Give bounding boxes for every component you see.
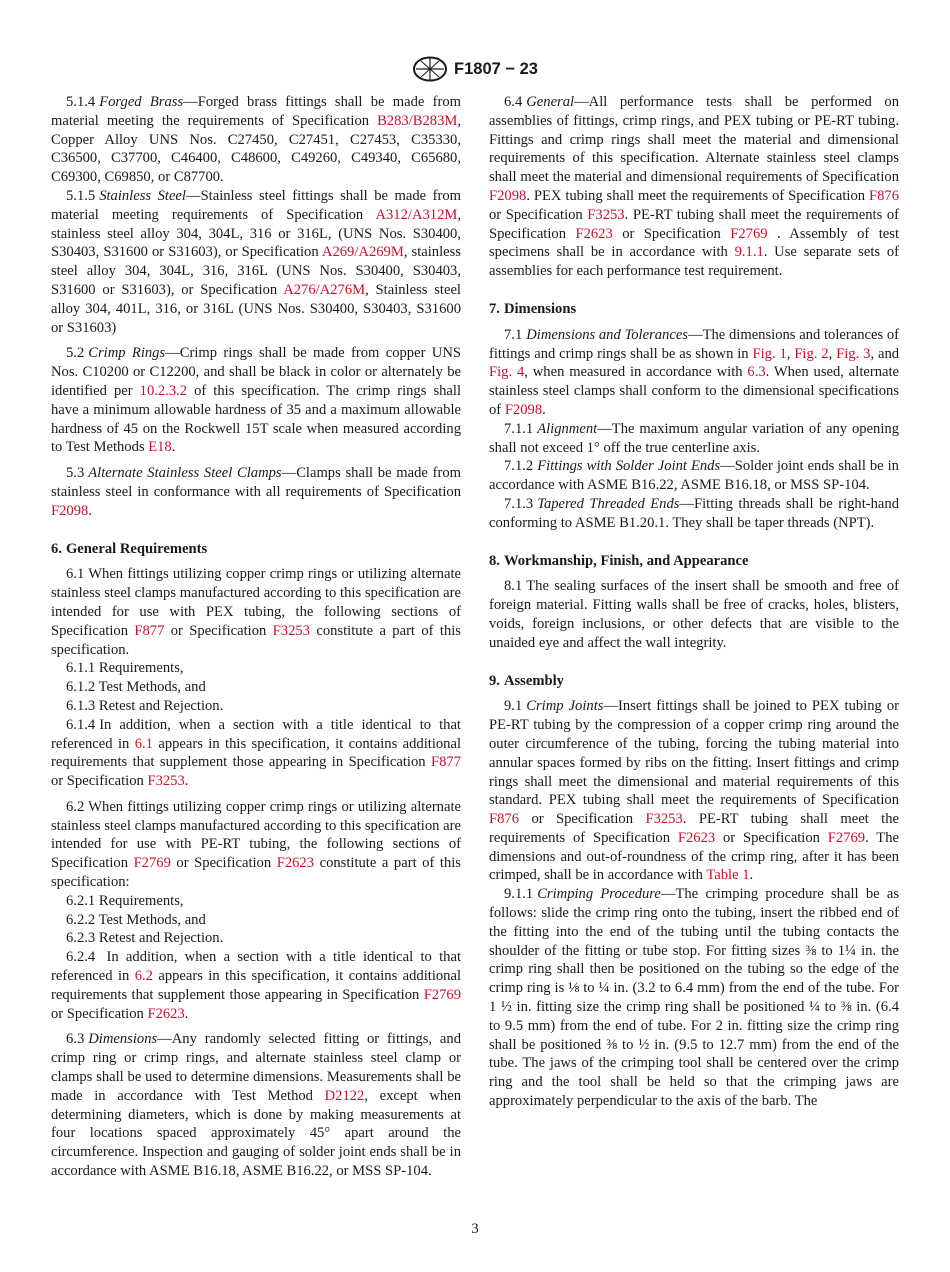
ref-link[interactable]: E18 — [148, 439, 172, 456]
ref-link[interactable]: 10.2.3.2 — [139, 382, 188, 399]
page-header — [0, 56, 950, 82]
ref-link[interactable]: D2122 — [324, 1087, 365, 1104]
ref-link[interactable]: Fig. 3 — [836, 345, 871, 362]
ref-link[interactable]: 6.2 — [134, 968, 153, 985]
paragraph-6-2-2: 6.2.2 Test Methods, and — [66, 911, 206, 928]
ref-link[interactable]: A312/A312M — [375, 206, 458, 223]
paragraph-5-1-5: 5.1.5 Stainless Steel—Stainless steel fittings shall be made from material meeting requirements of Specification A312/A312M, stainless steel alloy 304, 304L, 316 or 316L, (UNS Nos. S30400, S30403, S31600 or S31603), or Specification A269/A269M, stainless steel alloy 304, 304L, 316, 316L (UNS Nos. S30400, S30403, S31600 or S31603), or Specification A276/A276M, Stainless steel alloy 304, 401L, 316, or 316L (UNS Nos. S30400, S30403, S31600 or S31603) — [51, 187, 461, 336]
paragraph-6-1: 6.1 When fittings utilizing copper crimp rings or utilizing alternate stainless steel clamps manufactured according to this specification are intended for use with PEX tubing, the following sections of Specification F877 or Specification F3253 constitute a part of this specification. — [51, 566, 461, 658]
left-column — [51, 93, 461, 1181]
ref-link[interactable]: 6.1 — [134, 735, 153, 752]
paragraph-6-3: 6.3 Dimensions—Any randomly selected fitting or fittings, and crimp ring or crimp rings, and alternate stainless steel clamp or clamps shall be used to determine dimensions. Measurements shall be made in accordance with Test Method D2122, except when determining diameters, which is done by making measurements at four locations spaced approximately 45° apart around the circumference. Inspection and gauging of solder joint ends shall be in accordance with ASME B16.18, ASME B16.22, or MSS SP-104. — [51, 1031, 461, 1180]
paragraph-6-1-4: 6.1.4 In addition, when a section with a title identical to that referenced in 6.1 appears in this specification, it contains additional requirements that supplement those appearing in Specification F877 or Specification F3253. — [51, 716, 461, 790]
ref-link[interactable]: 6.3 — [747, 364, 766, 381]
ref-link[interactable]: Fig. 4 — [489, 364, 525, 381]
ref-link[interactable]: F2098 — [51, 502, 89, 519]
ref-link[interactable]: F2098 — [489, 187, 527, 204]
ref-link[interactable]: 9.1.1 — [734, 244, 764, 261]
paragraph-6-4: 6.4 General—All performance tests shall be performed on assemblies of fittings, crimp rings, and PEX tubing or PE-RT tubing. Fittings and crimp rings shall meet the material and dimensional requirements of this specification. Alternate stainless steel clamps shall meet the material and dimensional requirements of Specification F2098. PEX tubing shall meet the requirements of Specification F876 or Specification F3253. PE-RT tubing shall meet the requirements of Specification F2623 or Specification F2769 . Assembly of test specimens shall be in accordance with 9.1.1. Use separate sets of assemblies for each performance test requirement. — [489, 94, 900, 280]
section-heading-9: 9. Assembly — [489, 672, 564, 689]
section-heading-8: 8. Workmanship, Finish, and Appearance — [489, 552, 749, 569]
section-heading-6: 6. General Requirements — [51, 540, 208, 557]
ref-link[interactable]: Fig. 1 — [752, 345, 787, 362]
paragraph-6-2-1: 6.2.1 Requirements, — [66, 892, 184, 909]
ref-link[interactable]: F3253 — [147, 773, 185, 790]
ref-link[interactable]: F2623 — [677, 829, 716, 846]
ref-link[interactable]: F3253 — [272, 622, 310, 639]
paragraph-9-1: 9.1 Crimp Joints—Insert fittings shall be joined to PEX tubing or PE-RT tubing by the compression of a copper crimp ring around the outer circumference of the tubing, forcing the tubing material into annular spaces formed by ribs on the fitting. Insert fittings and crimp rings shall meet the dimensional and material requirements of this standard. PEX tubing shall meet the requirements of Specification F876 or Specification F3253. PE-RT tubing shall meet the requirements of Specification F2623 or Specification F2769. The dimensions and out-of-roundness of the crimp ring, after it has been crimped, shall be in accordance with Table 1. — [489, 698, 899, 884]
page-number: 3 — [471, 1221, 479, 1237]
paragraph-9-1-1: 9.1.1 Crimping Procedure—The crimping procedure shall be as follows: slide the crimp ring onto the tubing, insert the ribbed end of the fitting into the end of the tubing until the tubing contacts the shoulder of the fitting or tube stop. For fitting sizes ⅜ to 1¼ in. the crimp ring shall then be positioned on the tubing so the edge of the crimp ring is ⅛ to ¼ in. (3.2 to 6.4 mm) from the end of the tube. For 1 ½ in. fitting size the crimp ring shall be positioned ¼ to ⅜ in. (6.4 to 9.5 mm) from the end of tube. For 2 in. fitting size the crimp ring shall be positioned ⅜ to ½ in. (9.5 to 12.7 mm) from the end of the tube. The jaws of the crimping tool shall be centered over the crimp ring and the tool shall be held so that the crimping jaws are approximately perpendicular to the axis of the barb. The — [489, 886, 900, 1110]
ref-link[interactable]: F3253 — [587, 206, 625, 223]
astm-logo-icon — [412, 56, 448, 82]
paragraph-7-1-2: 7.1.2 Fittings with Solder Joint Ends—Solder joint ends shall be in accordance with ASME B16.22, ASME B16.18, or MSS SP-104. — [489, 458, 899, 494]
section-heading-7: 7. Dimensions — [489, 300, 577, 317]
paragraph-6-2-3: 6.2.3 Retest and Rejection. — [66, 930, 224, 947]
paragraph-6-2: 6.2 When fittings utilizing copper crimp rings or utilizing alternate stainless steel clamps manufactured according to this specification are intended for use with PE-RT tubing, the following sections of Specification F2769 or Specification F2623 constitute a part of this specification: — [51, 798, 461, 891]
ref-link[interactable]: F877 — [430, 754, 461, 771]
paragraph-6-1-3: 6.1.3 Retest and Rejection. — [66, 697, 224, 714]
ref-link[interactable]: F2623 — [575, 225, 613, 242]
ref-link[interactable]: F2769 — [423, 986, 461, 1003]
ref-link[interactable]: F2769 — [730, 225, 768, 242]
right-column — [489, 93, 899, 1111]
paragraph-6-2-4: 6.2.4 In addition, when a section with a title identical to that referenced in 6.2 appears in this specification, it contains additional requirements that supplement those appearing in Specification F2769 or Specification F2623. — [51, 949, 461, 1022]
ref-link[interactable]: F2623 — [147, 1005, 185, 1022]
ref-link[interactable]: F877 — [134, 622, 165, 639]
ref-link[interactable]: F2098 — [504, 401, 543, 418]
paragraph-5-2: 5.2 Crimp Rings—Crimp rings shall be made from copper UNS Nos. C10200 or C12200, and shall be black in color or alternately be identified per 10.2.3.2 of this specification. The crimp rings shall have a minimum allowable hardness of 35 and a maximum allowable hardness of 45 on the Rockwell 15T scale when measured according to Test Methods E18. — [51, 345, 462, 456]
paragraph-6-1-1: 6.1.1 Requirements, — [66, 660, 184, 677]
ref-link[interactable]: F2769 — [827, 829, 866, 846]
ref-link[interactable]: F3253 — [645, 811, 683, 828]
paragraph-7-1-1: 7.1.1 Alignment—The maximum angular variation of any opening shall not exceed 1° off the true centerline axis. — [489, 420, 899, 456]
paragraph-7-1-3: 7.1.3 Tapered Threaded Ends—Fitting threads shall be right-hand conforming to ASME B1.20.1. They shall be taper threads (NPT). — [489, 495, 899, 531]
paragraph-5-1-4: 5.1.4 Forged Brass—Forged brass fittings shall be made from material meeting the requirements of Specification B283/B283M, Copper Alloy UNS Nos. C27450, C27451, C27453, C35330, C36500, C37700, C46400, C48600, C49260, C49340, C65680, C69300, C69850, or C87700. — [51, 94, 461, 186]
document-designation: F1807 − 23 — [454, 59, 538, 78]
paragraph-6-1-2: 6.1.2 Test Methods, and — [66, 679, 206, 696]
ref-link[interactable]: A269/A269M — [321, 244, 404, 261]
ref-link[interactable]: F2623 — [276, 855, 315, 872]
paragraph-8-1: 8.1 The sealing surfaces of the insert shall be smooth and free of foreign material. Fitting walls shall be free of cracks, holes, blisters, voids, foreign inclusions, or other defects that are visible to the unaided eye and affect the wall integrity. — [489, 578, 899, 651]
ref-link[interactable]: Table 1 — [706, 867, 750, 884]
paragraph-5-3: 5.3 Alternate Stainless Steel Clamps—Clamps shall be made from stainless steel in conformance with all requirements of Specification F2098. — [51, 465, 461, 519]
ref-link[interactable]: Fig. 2 — [794, 345, 829, 362]
paragraph-7-1: 7.1 Dimensions and Tolerances—The dimensions and tolerances of fittings and crimp rings shall be as shown in Fig. 1, Fig. 2, Fig. 3, and Fig. 4, when measured in accordance with 6.3. When used, alternate stainless steel clamps shall conform to the dimensional specifications of F2098. — [489, 326, 900, 418]
ref-link[interactable]: A276/A276M — [283, 281, 366, 298]
ref-link[interactable]: F876 — [489, 811, 520, 828]
ref-link[interactable]: B283/B283M — [377, 112, 458, 129]
ref-link[interactable]: F2769 — [133, 855, 171, 872]
ref-link[interactable]: F876 — [868, 187, 899, 204]
